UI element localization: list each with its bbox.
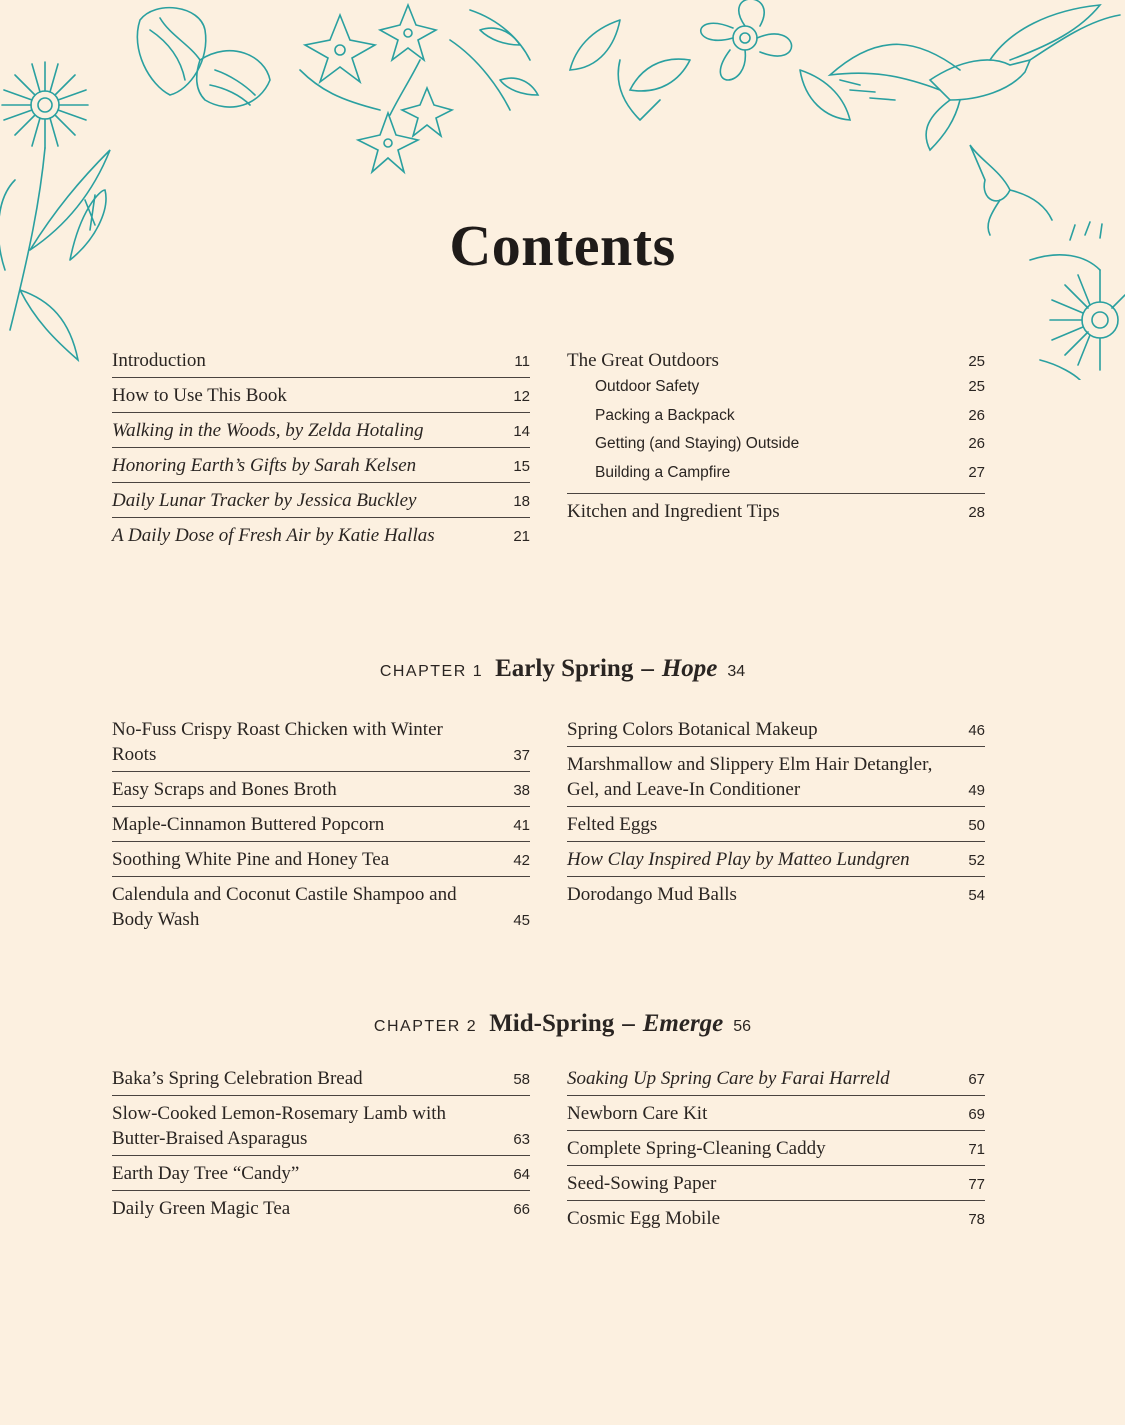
chapter-2-right <box>567 1061 985 1235</box>
toc-entry[interactable]: The Great Outdoors 25 <box>567 350 985 371</box>
toc-entry[interactable]: Slow-Cooked Lemon-Rosemary Lamb with Butter-Braised Asparagus 63 <box>112 1096 530 1156</box>
toc-entry[interactable]: Cosmic Egg Mobile 78 <box>567 1208 985 1229</box>
toc-subsection-list <box>567 373 985 494</box>
toc-entry[interactable]: Seed-Sowing Paper 77 <box>567 1166 985 1201</box>
chapter-dash: – <box>641 655 654 682</box>
botanical-illustration <box>0 0 1125 380</box>
toc-entry[interactable]: Complete Spring-Cleaning Caddy 71 <box>567 1131 985 1166</box>
chapter-name: Mid-Spring <box>489 1010 615 1037</box>
toc-entry[interactable]: Easy Scraps and Bones Broth 38 <box>112 772 530 807</box>
toc-entry[interactable]: Maple-Cinnamon Buttered Popcorn 41 <box>112 807 530 842</box>
toc-entry[interactable]: How to Use This Book 12 <box>112 378 530 413</box>
front-matter-left <box>112 343 530 552</box>
toc-entry[interactable]: No-Fuss Crispy Roast Chicken with Winter Roots 37 <box>112 712 530 772</box>
toc-entry[interactable]: Baka’s Spring Celebration Bread 58 <box>112 1061 530 1096</box>
toc-subentry[interactable]: Getting (and Staying) Outside 26 <box>595 435 985 453</box>
toc-entry[interactable]: A Daily Dose of Fresh Air by Katie Hallas 21 <box>112 525 530 546</box>
chapter-2-left <box>112 1061 530 1225</box>
page-title: Contents <box>449 213 676 278</box>
toc-subentry[interactable]: Outdoor Safety 25 <box>595 378 985 395</box>
toc-entry[interactable]: Newborn Care Kit 69 <box>567 1096 985 1131</box>
toc-entry[interactable]: Kitchen and Ingredient Tips 28 <box>567 501 985 523</box>
chapter-dash: – <box>622 1010 635 1037</box>
toc-entry[interactable]: Soothing White Pine and Honey Tea 42 <box>112 842 530 877</box>
chapter-name: Early Spring <box>495 655 634 682</box>
toc-entry[interactable]: Daily Lunar Tracker by Jessica Buckley 18 <box>112 483 530 518</box>
front-matter-right <box>567 343 985 528</box>
toc-entry[interactable]: Daily Green Magic Tea 66 <box>112 1198 530 1219</box>
chapter-1-left <box>112 712 530 936</box>
toc-entry[interactable]: Marshmallow and Slippery Elm Hair Detangler, Gel, and Leave-In Conditioner 49 <box>567 747 985 807</box>
toc-entry[interactable]: Introduction 11 <box>112 343 530 378</box>
toc-subentry[interactable]: Packing a Backpack 26 <box>595 406 985 424</box>
toc-entry[interactable]: Honoring Earth’s Gifts by Sarah Kelsen 15 <box>112 448 530 483</box>
chapter-theme: Hope <box>661 655 718 682</box>
chapter-1-right <box>567 712 985 911</box>
chapter-number: CHAPTER 2 <box>373 1018 478 1035</box>
chapter-theme: Emerge <box>642 1010 724 1037</box>
chapter-heading[interactable] <box>0 655 1125 683</box>
wild-rose-icon <box>570 0 850 120</box>
toc-entry[interactable]: Spring Colors Botanical Makeup 46 <box>567 712 985 747</box>
star-flowers-icon <box>300 5 538 172</box>
shell-icon <box>137 8 270 107</box>
chapter-heading[interactable] <box>0 1010 1125 1038</box>
chapter-page: 56 <box>733 1018 752 1035</box>
toc-entry[interactable]: How Clay Inspired Play by Matteo Lundgren 52 <box>567 842 985 877</box>
chapter-number: CHAPTER 1 <box>379 663 484 680</box>
toc-entry[interactable]: Soaking Up Spring Care by Farai Harreld 67 <box>567 1061 985 1096</box>
chapter-page: 34 <box>727 663 746 680</box>
toc-entry[interactable]: Calendula and Coconut Castile Shampoo and Body Wash 45 <box>112 884 530 930</box>
bird-icon <box>830 5 1120 150</box>
toc-entry[interactable]: Dorodango Mud Balls 54 <box>567 884 985 905</box>
toc-subentry[interactable]: Building a Campfire 27 <box>595 463 985 481</box>
toc-entry[interactable]: Felted Eggs 50 <box>567 807 985 842</box>
toc-entry[interactable]: Walking in the Woods, by Zelda Hotaling 14 <box>112 413 530 448</box>
toc-entry[interactable]: Earth Day Tree “Candy” 64 <box>112 1156 530 1191</box>
